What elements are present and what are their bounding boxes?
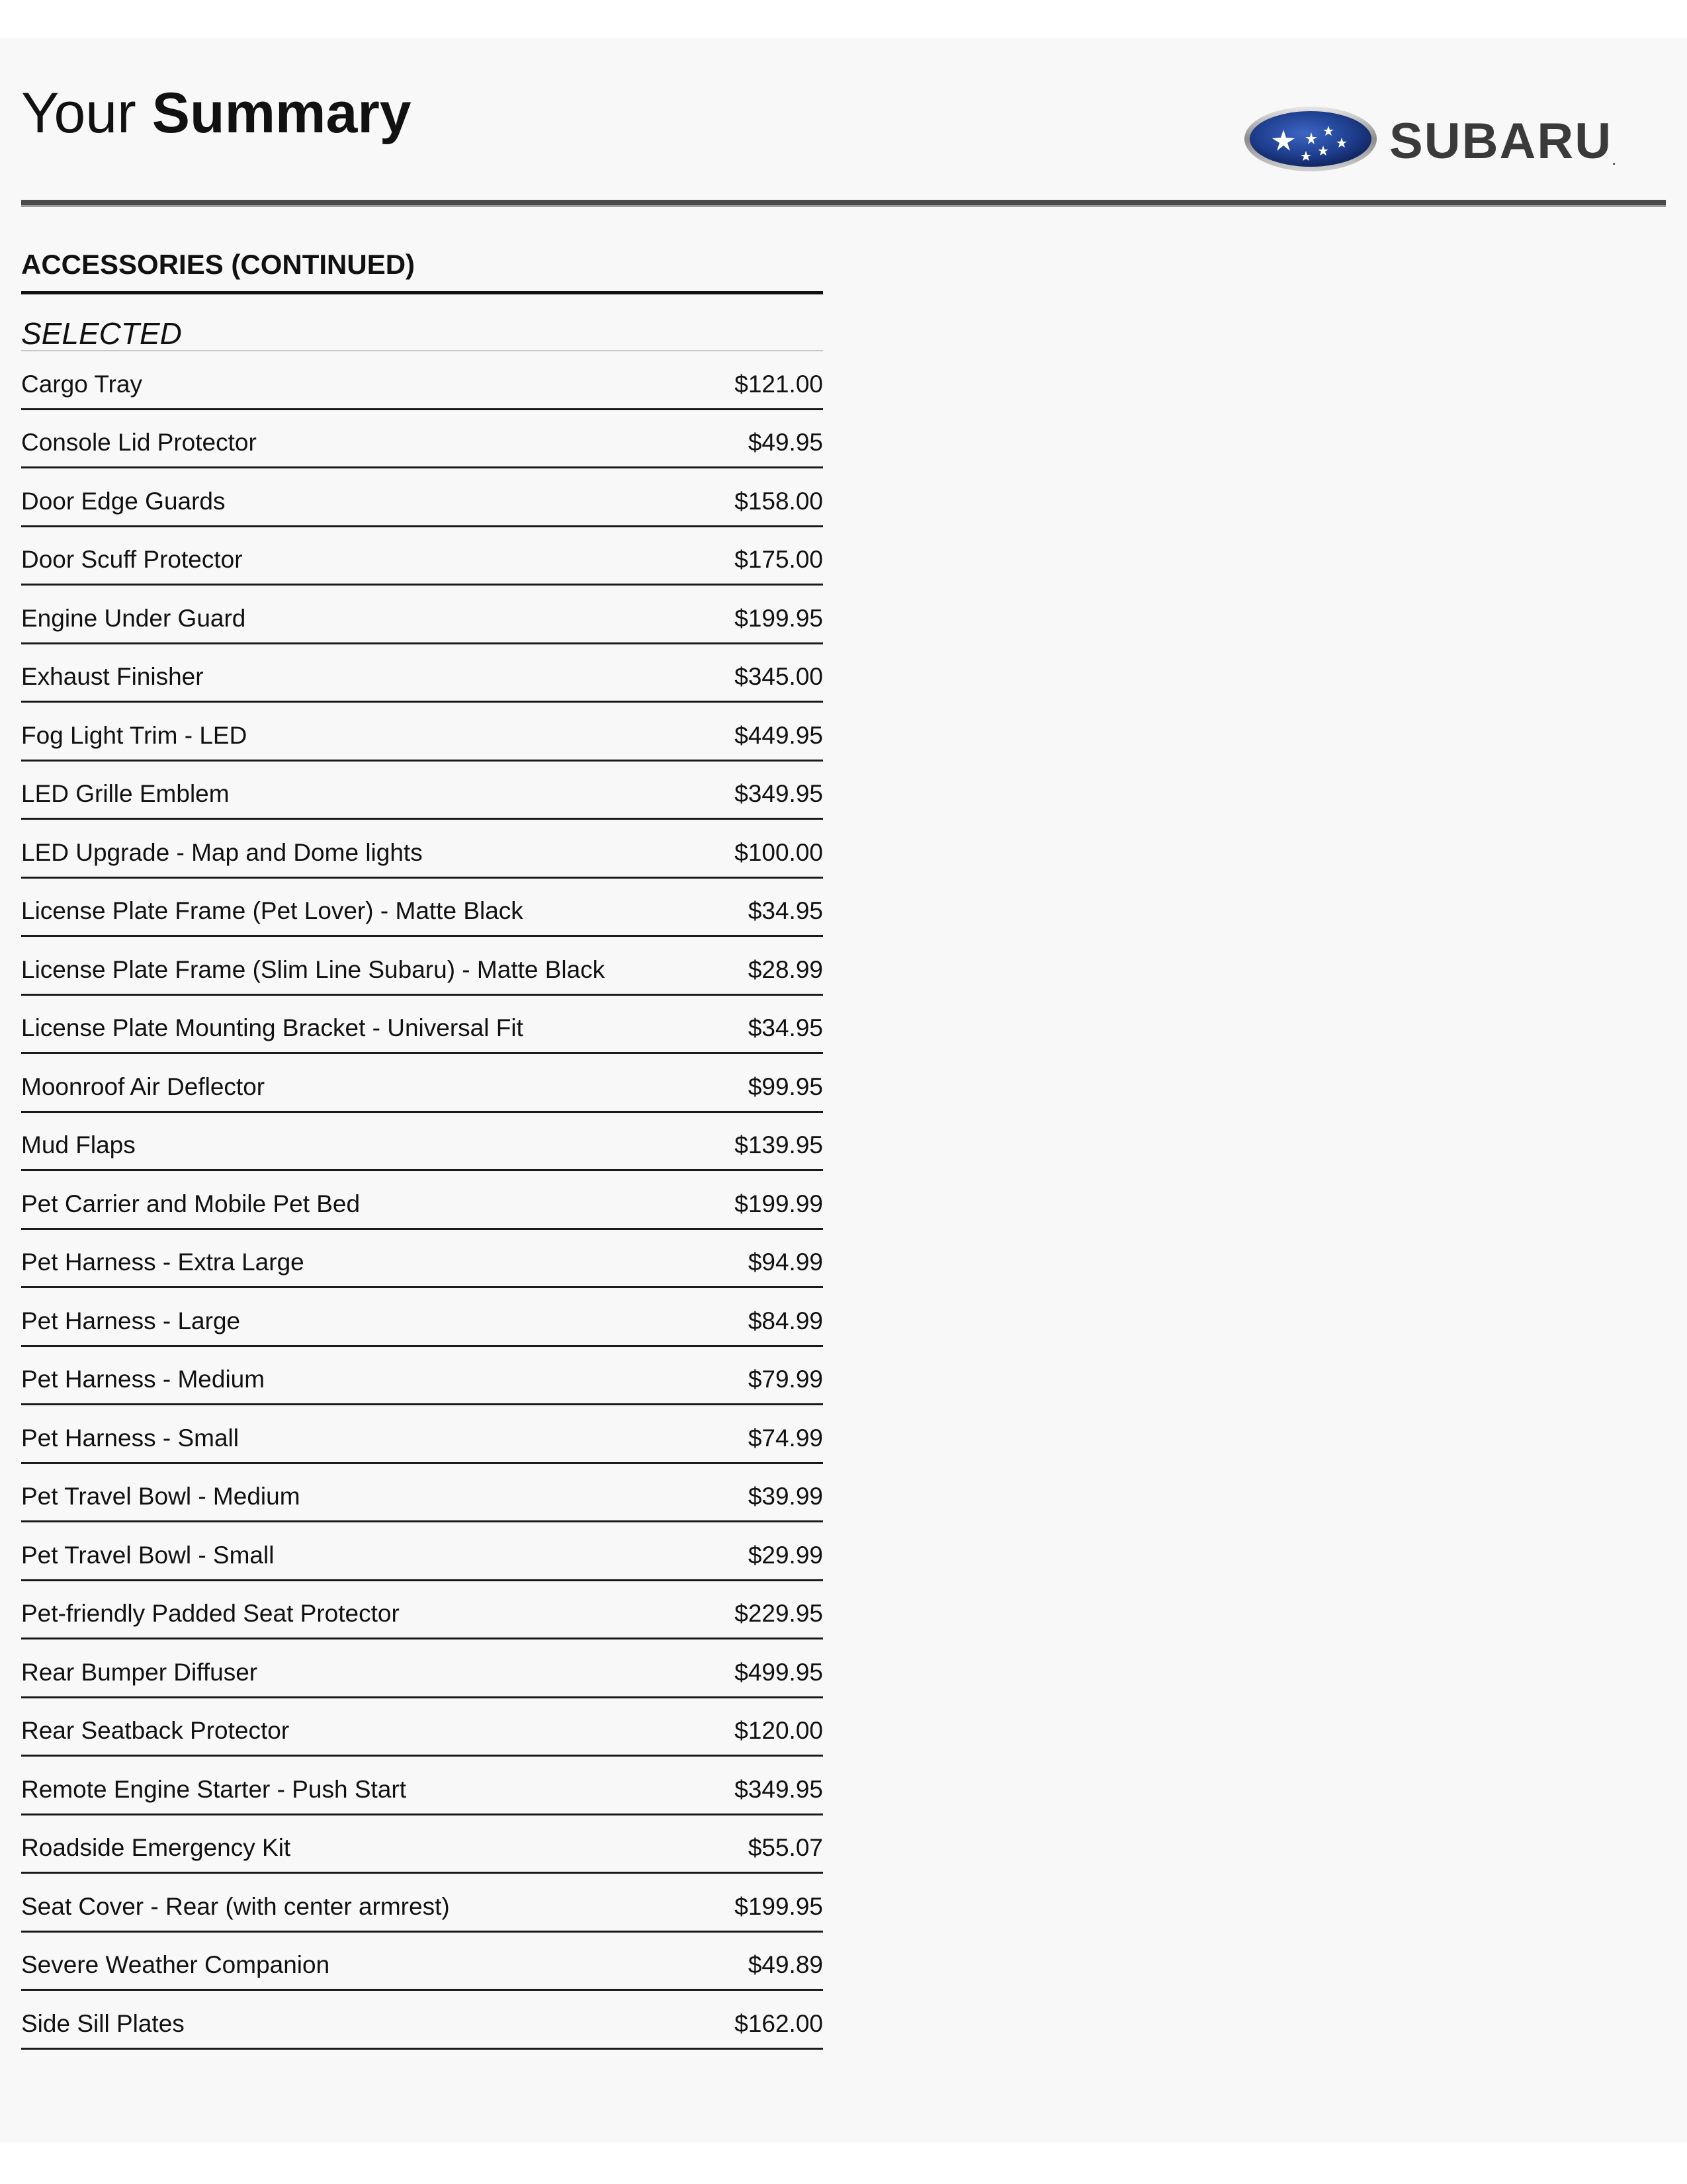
item-name: Fog Light Trim - LED [21, 721, 247, 749]
list-item [21, 1113, 823, 1172]
item-name: Engine Under Guard [21, 604, 246, 632]
list-item [21, 1347, 823, 1406]
item-price: $55.07 [748, 1834, 823, 1862]
item-price: $349.95 [734, 780, 823, 808]
list-item [21, 879, 823, 938]
list-item [21, 1991, 823, 2050]
item-name: Pet Harness - Small [21, 1424, 239, 1452]
list-item [21, 1405, 823, 1464]
list-item [21, 1522, 823, 1581]
item-name: Pet Travel Bowl - Small [21, 1541, 275, 1569]
item-name: Door Scuff Protector [21, 546, 243, 574]
list-item [21, 1874, 823, 1933]
item-name: Remote Engine Starter - Push Start [21, 1775, 406, 1803]
item-price: $199.95 [734, 604, 823, 632]
page-title [21, 81, 411, 145]
list-item [21, 351, 823, 410]
list-item [21, 1054, 823, 1113]
item-price: $121.00 [734, 370, 823, 398]
list-item [21, 1933, 823, 1991]
item-name: License Plate Frame (Slim Line Subaru) - Matte Black [21, 955, 605, 983]
accessories-section [21, 245, 823, 2050]
list-item [21, 644, 823, 703]
item-name: Door Edge Guards [21, 487, 226, 515]
item-price: $94.99 [748, 1248, 823, 1276]
title-regular: Your [21, 81, 152, 145]
item-name: Pet-friendly Padded Seat Protector [21, 1600, 400, 1628]
brand-wordmark: SUBARU. [1389, 113, 1618, 169]
item-price: $74.99 [748, 1424, 823, 1452]
list-item [21, 410, 823, 469]
list-item [21, 1288, 823, 1347]
item-name: Pet Harness - Medium [21, 1366, 265, 1393]
list-item [21, 1464, 823, 1523]
item-name: Seat Cover - Rear (with center armrest) [21, 1892, 450, 1920]
item-price: $34.95 [748, 1014, 823, 1042]
item-name: Rear Seatback Protector [21, 1717, 290, 1745]
summary-page [0, 38, 1687, 2142]
item-price: $28.99 [748, 955, 823, 983]
list-item [21, 820, 823, 879]
list-item [21, 703, 823, 762]
accessory-list [21, 351, 823, 2050]
item-price: $199.95 [734, 1892, 823, 1920]
item-price: $34.95 [748, 897, 823, 925]
item-price: $349.95 [734, 1775, 823, 1803]
section-title: ACCESSORIES (CONTINUED) [21, 245, 823, 294]
item-price: $139.95 [734, 1131, 823, 1159]
list-item [21, 527, 823, 586]
item-price: $345.00 [734, 663, 823, 691]
item-name: Console Lid Protector [21, 429, 257, 457]
item-price: $499.95 [734, 1658, 823, 1686]
item-name: LED Grille Emblem [21, 780, 230, 808]
item-price: $175.00 [734, 546, 823, 574]
item-name: License Plate Mounting Bracket - Universal Fit [21, 1014, 523, 1042]
list-item [21, 468, 823, 527]
page-header [21, 62, 1666, 168]
list-item [21, 937, 823, 996]
item-name: Mud Flaps [21, 1131, 136, 1159]
item-name: Moonroof Air Deflector [21, 1072, 265, 1100]
selected-subheading: SELECTED [21, 294, 823, 351]
item-price: $120.00 [734, 1717, 823, 1745]
item-name: Pet Travel Bowl - Medium [21, 1483, 300, 1510]
item-price: $229.95 [734, 1600, 823, 1628]
item-name: LED Upgrade - Map and Dome lights [21, 838, 423, 866]
item-price: $449.95 [734, 721, 823, 749]
list-item [21, 1757, 823, 1815]
list-item [21, 1581, 823, 1640]
item-price: $84.99 [748, 1307, 823, 1334]
list-item [21, 586, 823, 644]
subaru-star-oval-icon [1242, 105, 1379, 173]
list-item [21, 1698, 823, 1757]
subaru-logo [1242, 105, 1666, 181]
list-item [21, 1171, 823, 1230]
item-price: $99.95 [748, 1072, 823, 1100]
item-price: $199.99 [734, 1190, 823, 1217]
item-name: Rear Bumper Diffuser [21, 1658, 258, 1686]
list-item [21, 1815, 823, 1874]
item-name: Severe Weather Companion [21, 1951, 330, 1979]
item-name: License Plate Frame (Pet Lover) - Matte Black [21, 897, 523, 925]
item-price: $49.95 [748, 429, 823, 457]
title-bold: Summary [151, 81, 411, 145]
item-price: $158.00 [734, 487, 823, 515]
list-item [21, 996, 823, 1055]
item-name: Pet Harness - Extra Large [21, 1248, 304, 1276]
item-name: Side Sill Plates [21, 2009, 185, 2037]
item-name: Exhaust Finisher [21, 663, 204, 691]
item-price: $100.00 [734, 838, 823, 866]
item-name: Roadside Emergency Kit [21, 1834, 291, 1862]
list-item [21, 1639, 823, 1698]
item-price: $49.89 [748, 1951, 823, 1979]
list-item [21, 762, 823, 820]
header-divider [21, 200, 1666, 207]
item-name: Pet Harness - Large [21, 1307, 241, 1334]
item-name: Cargo Tray [21, 370, 143, 398]
item-price: $162.00 [734, 2009, 823, 2037]
item-name: Pet Carrier and Mobile Pet Bed [21, 1190, 361, 1217]
item-price: $39.99 [748, 1483, 823, 1510]
item-price: $29.99 [748, 1541, 823, 1569]
list-item [21, 1230, 823, 1289]
item-price: $79.99 [748, 1366, 823, 1393]
